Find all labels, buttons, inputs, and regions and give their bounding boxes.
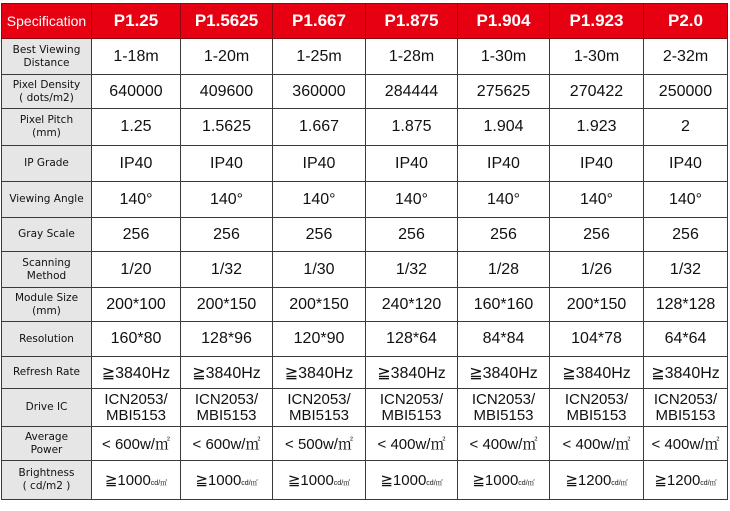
spec-value: 84*84 (482, 330, 525, 347)
spec-value-cell (273, 146, 366, 182)
spec-value-line: ICN2053/ (564, 390, 629, 408)
spec-value-cell (366, 389, 458, 427)
spec-value: 200*150 (289, 295, 349, 313)
spec-row (2, 288, 728, 322)
spec-value: 1/32 (669, 260, 702, 278)
spec-value-cell (366, 75, 458, 109)
spec-value: 409600 (199, 82, 254, 100)
spec-value: 104*78 (571, 330, 622, 347)
spec-row (2, 427, 728, 461)
spec-value-cell (273, 461, 366, 500)
row-label (2, 146, 92, 182)
row-label-line: Best Viewing (12, 43, 81, 56)
spec-value-cell (181, 182, 273, 218)
row-label (2, 75, 92, 109)
spec-value: IP40 (119, 154, 153, 172)
spec-value: IP40 (302, 154, 336, 172)
spec-row (2, 75, 728, 109)
unit-suffix: cd/㎡ (700, 480, 717, 487)
spec-value-cell (273, 39, 366, 75)
spec-value-line: MBI5153 (288, 406, 350, 424)
spec-value-cell (273, 389, 366, 427)
spec-value-line: ICN2053/ (287, 390, 351, 408)
spec-value: IP40 (487, 154, 520, 172)
spec-value: < 400w/㎡ (562, 436, 631, 453)
unit-suffix: cd/㎡ (333, 480, 351, 487)
row-label-line: Average (24, 430, 69, 443)
spec-value-line: MBI5153 (473, 406, 534, 424)
row-label-line: (mm) (32, 127, 61, 139)
spec-value-cell (92, 427, 181, 461)
spec-value: 1/28 (487, 260, 520, 278)
spec-value-cell (644, 109, 728, 146)
spec-value-cell (644, 357, 728, 389)
spec-value: ≧3840Hz (562, 364, 631, 382)
model-header-cell: P1.5625 (181, 4, 273, 39)
spec-value-cell (273, 357, 366, 389)
spec-value: 160*80 (110, 330, 162, 347)
unit-suffix: cd/㎡ (241, 480, 258, 487)
spec-value: 256 (213, 225, 240, 243)
spec-value-line: MBI5153 (196, 406, 257, 424)
spec-value-cell (92, 357, 181, 389)
spec-value-cell (644, 75, 728, 109)
spec-value: 140° (486, 190, 521, 208)
spec-value: 140° (119, 190, 153, 208)
row-label-line: Power (30, 443, 63, 456)
spec-value: 284444 (384, 82, 439, 100)
spec-value-cell (644, 182, 728, 218)
spec-value-cell (273, 322, 366, 357)
spec-value: ≧3840Hz (284, 364, 354, 382)
row-label-line: Scanning (22, 256, 71, 269)
spec-value: ≧1200 (565, 472, 612, 489)
spec-value: 2 (681, 118, 690, 135)
row-label-line: Module Size (14, 291, 79, 304)
spec-value: 64*64 (664, 330, 707, 347)
spec-value: 200*150 (196, 295, 257, 313)
spec-value-cell (458, 389, 550, 427)
spec-value: ≧1000 (472, 472, 519, 489)
spec-value: < 400w/㎡ (469, 436, 538, 453)
spec-value: IP40 (395, 154, 428, 172)
model-header-cell: P1.875 (366, 4, 458, 39)
spec-value-cell (550, 39, 644, 75)
row-label-line: (mm) (32, 304, 61, 317)
row-label-line: Brightness (18, 467, 75, 479)
spec-value-cell (644, 252, 728, 288)
spec-value: 140° (302, 190, 336, 208)
spec-value-cell (181, 218, 273, 252)
spec-value: IP40 (580, 154, 613, 172)
spec-value-cell (181, 109, 273, 146)
spec-value-cell (550, 322, 644, 357)
spec-value-cell (92, 146, 181, 182)
spec-value-cell (366, 39, 458, 75)
spec-value: ≧3840Hz (377, 364, 446, 382)
model-header-cell: P2.0 (644, 4, 728, 39)
spec-value: 120*90 (293, 330, 345, 347)
row-label (2, 182, 92, 218)
spec-row (2, 109, 728, 146)
spec-value-line: MBI5153 (105, 406, 167, 424)
spec-table (1, 3, 728, 500)
row-label-line: IP Grade (24, 157, 69, 169)
spec-value-cell (181, 357, 273, 389)
spec-value-cell (644, 461, 728, 500)
row-label-line: Pixel Density (12, 78, 81, 91)
spec-value-cell (644, 427, 728, 461)
row-label-line: Refresh Rate (12, 366, 81, 378)
spec-body (2, 39, 728, 500)
model-header-cell: P1.904 (458, 4, 550, 39)
spec-value-cell (550, 461, 644, 500)
spec-value-line: ICN2053/ (653, 390, 718, 408)
spec-value: 1.923 (576, 118, 617, 135)
spec-value: 1-30m (480, 47, 527, 65)
row-label-line: ( dots/m2) (19, 91, 74, 104)
spec-value-cell (550, 182, 644, 218)
spec-value: 360000 (292, 82, 346, 100)
row-label-line: Method (26, 269, 67, 282)
row-label-line: Gray Scale (18, 228, 75, 240)
spec-value: 1/20 (120, 260, 152, 278)
spec-value: 1-18m (113, 47, 159, 65)
row-label-line: Drive IC (25, 401, 68, 413)
unit-suffix: cd/㎡ (150, 480, 168, 487)
spec-value-cell (644, 389, 728, 427)
spec-value: 128*64 (386, 330, 437, 347)
spec-value-cell (92, 182, 181, 218)
row-label-line: ( cd/m2 ) (22, 480, 71, 492)
row-label-line: Distance (23, 56, 70, 69)
spec-value-cell (458, 288, 550, 322)
spec-value: 640000 (109, 82, 163, 100)
spec-value: 1-20m (203, 47, 250, 65)
model-header-cell: P1.25 (92, 4, 181, 39)
spec-value-cell (644, 322, 728, 357)
row-label (2, 389, 92, 427)
unit-suffix: cd/㎡ (518, 480, 535, 487)
spec-value-cell (92, 75, 181, 109)
spec-value-cell (550, 357, 644, 389)
spec-row (2, 322, 728, 357)
spec-value-cell (366, 461, 458, 500)
spec-value-cell (273, 182, 366, 218)
spec-value-cell (181, 252, 273, 288)
spec-value: 275625 (476, 82, 531, 100)
spec-value-cell (92, 288, 181, 322)
spec-value: < 400w/㎡ (377, 436, 446, 453)
spec-row (2, 252, 728, 288)
spec-value-cell (550, 427, 644, 461)
spec-value-cell (92, 39, 181, 75)
spec-value-cell (550, 146, 644, 182)
row-label (2, 39, 92, 75)
spec-value-cell (366, 427, 458, 461)
row-label (2, 357, 92, 389)
spec-value-cell (273, 427, 366, 461)
spec-value: IP40 (669, 154, 702, 172)
spec-value: 1.5625 (202, 118, 251, 135)
spec-value-cell (458, 322, 550, 357)
spec-value: ≧1000 (380, 472, 427, 489)
spec-row (2, 389, 728, 427)
row-label (2, 461, 92, 500)
spec-value-cell (458, 182, 550, 218)
spec-value: 1/32 (395, 260, 428, 278)
spec-value-cell (458, 427, 550, 461)
spec-value-cell (644, 146, 728, 182)
spec-row (2, 146, 728, 182)
row-label (2, 252, 92, 288)
spec-value-cell (273, 288, 366, 322)
spec-value: 256 (305, 225, 333, 243)
spec-value: 128*96 (201, 330, 252, 347)
spec-value: 256 (122, 225, 150, 243)
spec-value-cell (550, 288, 644, 322)
spec-value-cell (458, 461, 550, 500)
spec-row (2, 218, 728, 252)
spec-value-cell (181, 389, 273, 427)
spec-value: 2-32m (662, 47, 709, 65)
spec-value-cell (550, 109, 644, 146)
spec-value: 1.875 (391, 118, 432, 135)
spec-value-cell (366, 252, 458, 288)
spec-value-line: MBI5153 (566, 406, 627, 424)
spec-value-cell (366, 288, 458, 322)
spec-value: 140° (394, 190, 429, 208)
unit-suffix: cd/㎡ (611, 480, 628, 487)
spec-value-line: MBI5153 (655, 406, 716, 424)
spec-row (2, 39, 728, 75)
spec-value: ≧1000 (287, 472, 334, 489)
spec-value: ≧3840Hz (192, 364, 261, 382)
spec-value: 1-30m (573, 47, 620, 65)
spec-row (2, 357, 728, 389)
spec-value-cell (273, 75, 366, 109)
row-label (2, 322, 92, 357)
spec-value: IP40 (210, 154, 243, 172)
spec-value: < 600w/㎡ (102, 436, 170, 453)
spec-value-cell (644, 288, 728, 322)
spec-value: 240*120 (381, 295, 442, 313)
row-label-line: Viewing Angle (9, 193, 84, 205)
spec-value: 256 (583, 225, 610, 243)
spec-value: 1-25m (296, 47, 342, 65)
spec-value: 1/32 (210, 260, 243, 278)
spec-value: 140° (579, 190, 614, 208)
spec-value-cell (550, 218, 644, 252)
spec-value-cell (273, 252, 366, 288)
spec-value-cell (181, 427, 273, 461)
spec-value-line: ICN2053/ (194, 390, 259, 408)
spec-value-cell (366, 109, 458, 146)
spec-value-line: ICN2053/ (104, 390, 168, 408)
row-label (2, 218, 92, 252)
spec-value-cell (181, 461, 273, 500)
spec-value: ≧1000 (104, 472, 151, 489)
spec-value-cell (273, 218, 366, 252)
spec-value-cell (366, 146, 458, 182)
row-label (2, 288, 92, 322)
model-header-cell: P1.667 (273, 4, 366, 39)
spec-value-cell (92, 389, 181, 427)
spec-value: ≧3840Hz (469, 364, 538, 382)
spec-value: 256 (398, 225, 425, 243)
spec-value: 140° (668, 190, 703, 208)
spec-row (2, 461, 728, 500)
spec-header-cell: Specification (2, 4, 92, 39)
spec-value: 250000 (658, 82, 713, 100)
spec-value: ≧3840Hz (101, 364, 171, 382)
spec-value-cell (181, 322, 273, 357)
spec-value-cell (458, 109, 550, 146)
spec-value-cell (92, 218, 181, 252)
spec-value-cell (644, 39, 728, 75)
spec-value-line: ICN2053/ (379, 390, 444, 408)
spec-value-cell (366, 357, 458, 389)
spec-value-cell (181, 75, 273, 109)
spec-value-cell (181, 39, 273, 75)
spec-value-cell (92, 322, 181, 357)
spec-value-cell (92, 461, 181, 500)
spec-value-line: MBI5153 (381, 406, 442, 424)
spec-value-cell (181, 146, 273, 182)
spec-value-cell (458, 252, 550, 288)
spec-value: 1.667 (298, 118, 340, 135)
spec-value-cell (458, 218, 550, 252)
spec-value-cell (458, 146, 550, 182)
spec-value-cell (550, 252, 644, 288)
spec-value: 200*100 (106, 295, 166, 313)
spec-value-line: ICN2053/ (471, 390, 536, 408)
spec-value: ≧1200 (654, 472, 701, 489)
spec-value: 1.25 (120, 118, 152, 135)
spec-value-cell (181, 288, 273, 322)
spec-row (2, 182, 728, 218)
spec-value: ≧3840Hz (651, 364, 720, 382)
spec-value-cell (366, 322, 458, 357)
row-label-line: Resolution (19, 332, 74, 345)
spec-value: 200*150 (566, 295, 627, 313)
spec-value: 256 (490, 225, 517, 243)
spec-value: ≧1000 (195, 472, 242, 489)
spec-value: 256 (672, 225, 699, 243)
unit-suffix: cd/㎡ (426, 480, 443, 487)
spec-value-cell (366, 218, 458, 252)
spec-value-cell (550, 75, 644, 109)
row-label (2, 109, 92, 146)
spec-value-cell (92, 252, 181, 288)
spec-value: 1/30 (303, 260, 335, 278)
spec-value-cell (92, 109, 181, 146)
spec-value: 1/26 (580, 260, 613, 278)
spec-value-cell (366, 182, 458, 218)
row-label-line: Pixel Pitch (19, 114, 74, 126)
spec-value-cell (458, 75, 550, 109)
spec-value: 1-28m (388, 47, 435, 65)
spec-value: 270422 (569, 82, 624, 100)
spec-value-cell (458, 39, 550, 75)
spec-value: 1.904 (483, 118, 524, 135)
spec-value: 140° (209, 190, 244, 208)
spec-value: 128*128 (655, 295, 716, 313)
spec-value-cell (273, 109, 366, 146)
spec-value-cell (644, 218, 728, 252)
spec-value-cell (550, 389, 644, 427)
header-row (2, 4, 728, 39)
model-header-cell: P1.923 (550, 4, 644, 39)
row-label (2, 427, 92, 461)
spec-value: < 400w/㎡ (651, 436, 720, 453)
spec-value: < 600w/㎡ (192, 436, 261, 453)
spec-value: < 500w/㎡ (285, 436, 353, 453)
spec-value-cell (458, 357, 550, 389)
spec-value: 160*160 (473, 295, 534, 313)
